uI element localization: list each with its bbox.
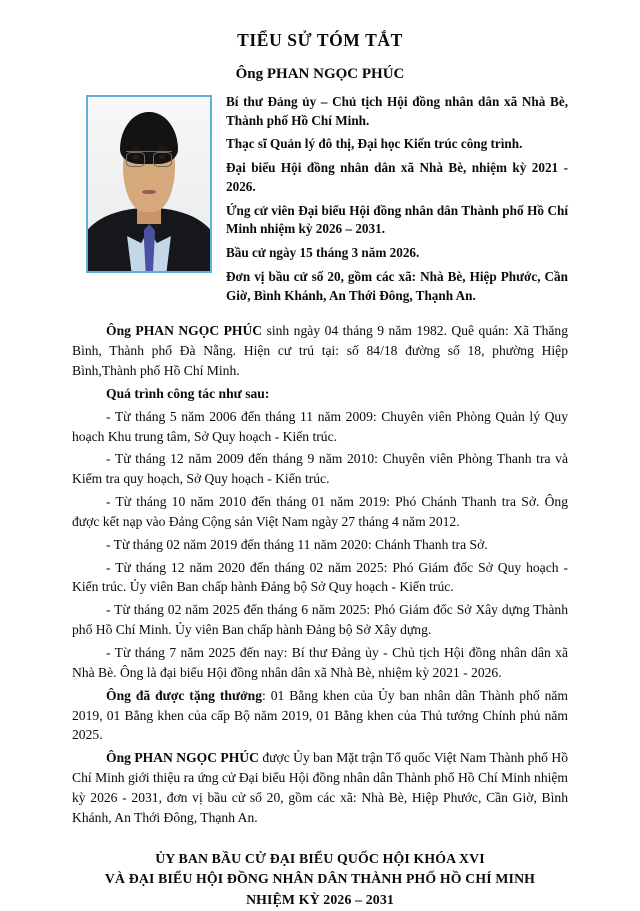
intro-rest-text: sinh ngày 04 tháng 9 năm 1982. Quê quán: Xã Thăng Bình, Thành phố Đà Nẵng. Hiện cư trú tại: số 84/18 đường số 18, phường Hiệp Bình,Thành phố Hồ Chí Minh.: [72, 323, 568, 379]
portrait-glasses-shape: [126, 151, 172, 167]
career-item: - Từ tháng 10 năm 2010 đến tháng 01 năm 2019: Phó Chánh Thanh tra Sở. Ông được kết nạp vào Đảng Cộng sản Việt Nam ngày 27 tháng 4 năm 2012.: [72, 494, 568, 529]
paragraph-nomination: [72, 748, 568, 827]
footer-authority-block: [72, 831, 568, 911]
info-line-current-delegate: Đại biểu Hội đồng nhân dân xã Nhà Bè, nhiệm kỳ 2021 - 2026.: [226, 160, 568, 194]
portrait-photo-inner: [88, 97, 210, 271]
candidate-info-list: [226, 91, 568, 305]
awards-rest-text: : 01 Bằng khen của Ủy ban nhân dân Thành phố năm 2019, 01 Bằng khen của cấp Bộ năm 2019, 01 Bằng khen của Thủ tướng Chính phủ năm 2025.: [72, 687, 568, 743]
career-heading: Quá trình công tác như sau:: [106, 385, 270, 401]
info-line-candidacy: Ứng cử viên Đại biểu Hội đồng nhân dân Thành phố Hồ Chí Minh nhiệm kỳ 2026 – 2031.: [226, 202, 568, 237]
nomination-name-bold: Ông PHAN NGỌC PHÚC: [106, 750, 259, 766]
career-item: - Từ tháng 02 năm 2019 đến tháng 11 năm 2020: Chánh Thanh tra Sở.: [106, 536, 488, 552]
header-photo-info-block: [72, 91, 568, 305]
nomination-rest-text: được Ủy ban Mặt trận Tổ quốc Việt Nam Thành phố Hồ Chí Minh giới thiệu ra ứng cử Đại biểu Hội đồng nhân dân Thành phố Hồ Chí Minh nhiệm kỳ 2026 - 2031, đơn vị bầu cử số 20, gồm các xã: Nhà Bè, Hiệp Phước, Cần Giờ, Bình Khánh, An Thới Đông, Thạnh An.: [72, 750, 568, 825]
career-item: - Từ tháng 12 năm 2020 đến tháng 02 năm 2025: Phó Giám đốc Sở Quy hoạch - Kiến trúc. Ủy viên Ban chấp hành Đảng bộ Sở Quy hoạch - Kiến trúc.: [72, 559, 568, 595]
career-item: - Từ tháng 5 năm 2006 đến tháng 11 năm 2009: Chuyên viên Phòng Quản lý Quy hoạch Khu trung tâm, Sở Quy hoạch - Kiến trúc.: [72, 408, 568, 444]
info-line-education: Thạc sĩ Quản lý đô thị, Đại học Kiến trúc công trình.: [226, 136, 523, 152]
info-line-constituency: Đơn vị bầu cử số 20, gồm các xã: Nhà Bè, Hiệp Phước, Cần Giờ, Bình Khánh, An Thới Đông, Thạnh An.: [226, 268, 568, 303]
footer-line-2: VÀ ĐẠI BIỂU HỘI ĐỒNG NHÂN DÂN THÀNH PHỐ HỒ CHÍ MINH: [104, 871, 536, 887]
portrait-eye-left: [133, 155, 139, 159]
person-name-heading: Ông PHAN NGỌC PHÚC: [235, 66, 405, 82]
info-line-election-date: Bầu cử ngày 15 tháng 3 năm 2026.: [226, 245, 420, 261]
awards-label-bold: Ông đã được tặng thưởng: [106, 687, 263, 703]
paragraph-awards: [72, 686, 568, 746]
footer-line-3: NHIỆM KỲ 2026 – 2031: [246, 891, 394, 907]
portrait-glasses-lens-left: [126, 152, 145, 167]
intro-name-bold: Ông PHAN NGỌC PHÚC: [106, 323, 263, 339]
portrait-glasses-lens-right: [153, 152, 172, 167]
portrait-eye-right: [159, 155, 165, 159]
paragraph-intro: [72, 321, 568, 381]
portrait-photo: [86, 95, 212, 273]
info-line-position: Bí thư Đảng ủy – Chủ tịch Hội đồng nhân dân xã Nhà Bè, Thành phố Hồ Chí Minh.: [226, 94, 568, 128]
biography-body: [72, 305, 568, 827]
career-item: - Từ tháng 12 năm 2009 đến tháng 9 năm 2010: Chuyên viên Phòng Thanh tra và Kiểm tra quy hoạch, Sở Quy hoạch - Kiến trúc.: [72, 451, 568, 487]
career-item: - Từ tháng 02 năm 2025 đến tháng 6 năm 2025: Phó Giám đốc Sở Xây dựng Thành phố Hồ Chí Minh. Ủy viên Ban chấp hành Đảng bộ Sở Xây dựng.: [72, 602, 568, 638]
career-item: - Từ tháng 7 năm 2025 đến nay: Bí thư Đảng ủy - Chủ tịch Hội đồng nhân dân xã Nhà Bè. Ông là đại biểu Hội đồng nhân dân xã Nhà Bè, nhiệm kỳ 2021 - 2026.: [72, 645, 568, 680]
page-title: TIỂU SỬ TÓM TẮT: [237, 30, 403, 50]
portrait-tie-shape: [144, 224, 156, 271]
footer-line-1: ỦY BAN BẦU CỬ ĐẠI BIỂU QUỐC HỘI KHÓA XVI: [155, 850, 485, 866]
